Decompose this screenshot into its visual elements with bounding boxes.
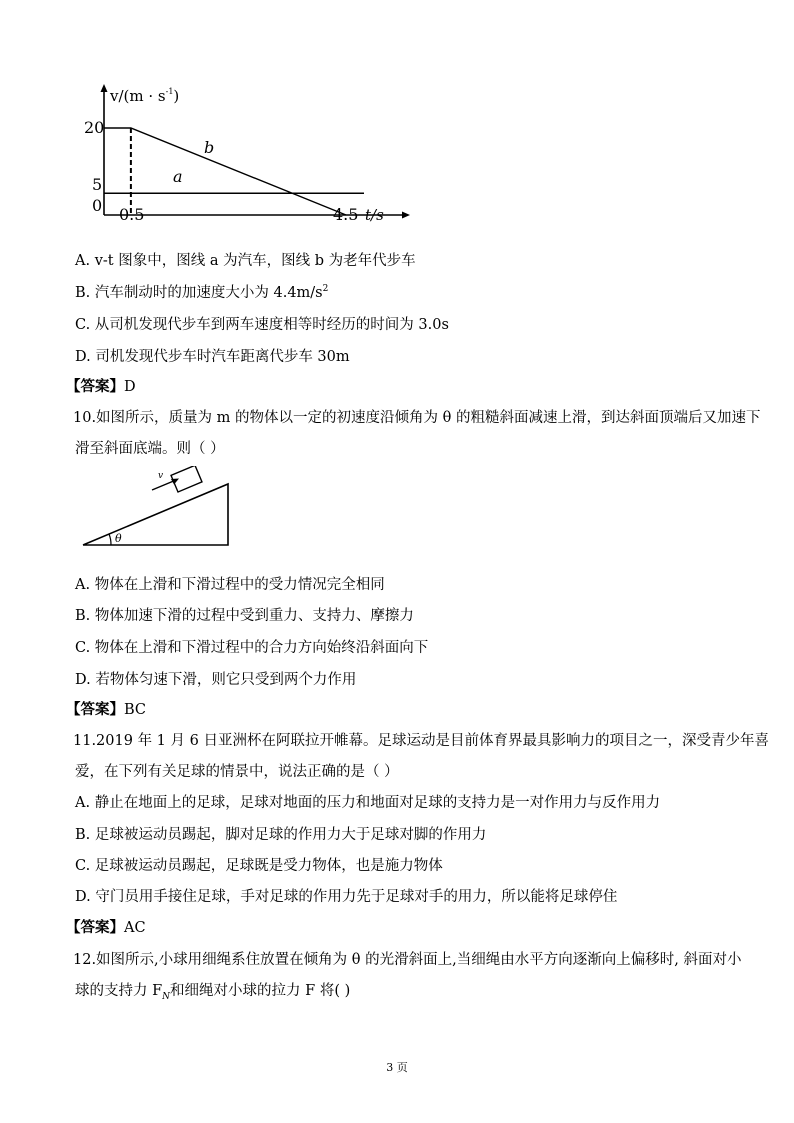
theta-label: θ	[115, 532, 122, 545]
x-axis-label: t/s	[365, 206, 384, 224]
velocity-label: v	[158, 471, 164, 481]
label-b: b	[204, 138, 215, 157]
tick-5: 5	[92, 175, 103, 194]
label-a: a	[173, 167, 183, 186]
page-number: 3 页	[386, 1061, 408, 1074]
q9-option-c: C. 从司机发现代步车到两车速度相等时经历的时间为 3.0s	[75, 317, 449, 333]
q11-option-b: B. 足球被运动员踢起，脚对足球的作用力大于足球对脚的作用力	[75, 827, 487, 843]
q10-option-a: A. 物体在上滑和下滑过程中的受力情况完全相同	[75, 577, 385, 593]
q11-answer: 【答案】AC	[66, 919, 146, 936]
q10-stem-line1: 10.如图所示，质量为 m 的物体以一定的初速度沿倾角为 θ 的粗糙斜面减速上滑，到达斜面顶端后又加速下	[73, 410, 761, 426]
incline-figure	[78, 466, 238, 550]
tick-20: 20	[84, 118, 105, 137]
y-axis-label: $v/(m \cdot s^{-1})$	[110, 87, 180, 105]
q9-option-b: B. 汽车制动时的加速度大小为 $4.4m/s^2$	[75, 284, 329, 301]
q9-answer: 【答案】D	[66, 378, 136, 395]
q9-option-a: A. v-t 图象中，图线 a 为汽车，图线 b 为老年代步车	[75, 253, 416, 269]
q10-option-c: C. 物体在上滑和下滑过程中的合力方向始终沿斜面向下	[75, 640, 429, 656]
series-b-line	[104, 128, 346, 215]
vt-graph	[80, 80, 420, 230]
q11-stem-line1: 11.2019 年 1 月 6 日亚洲杯在阿联拉开帷幕。足球运动是目前体育界最具影响力的项目之一，深受青少年喜	[73, 733, 769, 749]
q10-option-b: B. 物体加速下滑的过程中受到重力、支持力、摩擦力	[75, 608, 414, 624]
q11-stem-line2: 爱，在下列有关足球的情景中，说法正确的是（ ）	[75, 764, 399, 780]
q12-stem-line2: 球的支持力 $F_N$和细绳对小球的拉力 F 将( )	[75, 983, 351, 1002]
y-axis-arrow	[101, 84, 108, 92]
q11-option-a: A. 静止在地面上的足球，足球对地面的压力和地面对足球的支持力是一对作用力与反作用力	[75, 795, 661, 811]
tick-4.5: 4.5	[333, 205, 359, 224]
x-axis-arrow	[402, 212, 410, 219]
q9-option-d: D. 司机发现代步车时汽车距离代步车 30m	[75, 349, 350, 365]
origin-label: 0	[92, 196, 103, 215]
q11-option-d: D. 守门员用手接住足球，手对足球的作用力先于足球对手的用力，所以能将足球停住	[75, 889, 618, 905]
q10-answer: 【答案】BC	[66, 701, 147, 718]
angle-arc	[109, 534, 111, 545]
tick-0.5: 0.5	[119, 205, 145, 224]
q11-option-c: C. 足球被运动员踢起，足球既是受力物体，也是施力物体	[75, 858, 443, 874]
q10-option-d: D. 若物体匀速下滑，则它只受到两个力作用	[75, 672, 357, 688]
q12-stem-line1: 12.如图所示,小球用细绳系住放置在倾角为 θ 的光滑斜面上,当细绳由水平方向逐渐向上偏移时, 斜面对小	[73, 952, 742, 968]
incline-triangle	[83, 484, 228, 545]
q10-stem-line2: 滑至斜面底端。则（ ）	[75, 441, 225, 457]
